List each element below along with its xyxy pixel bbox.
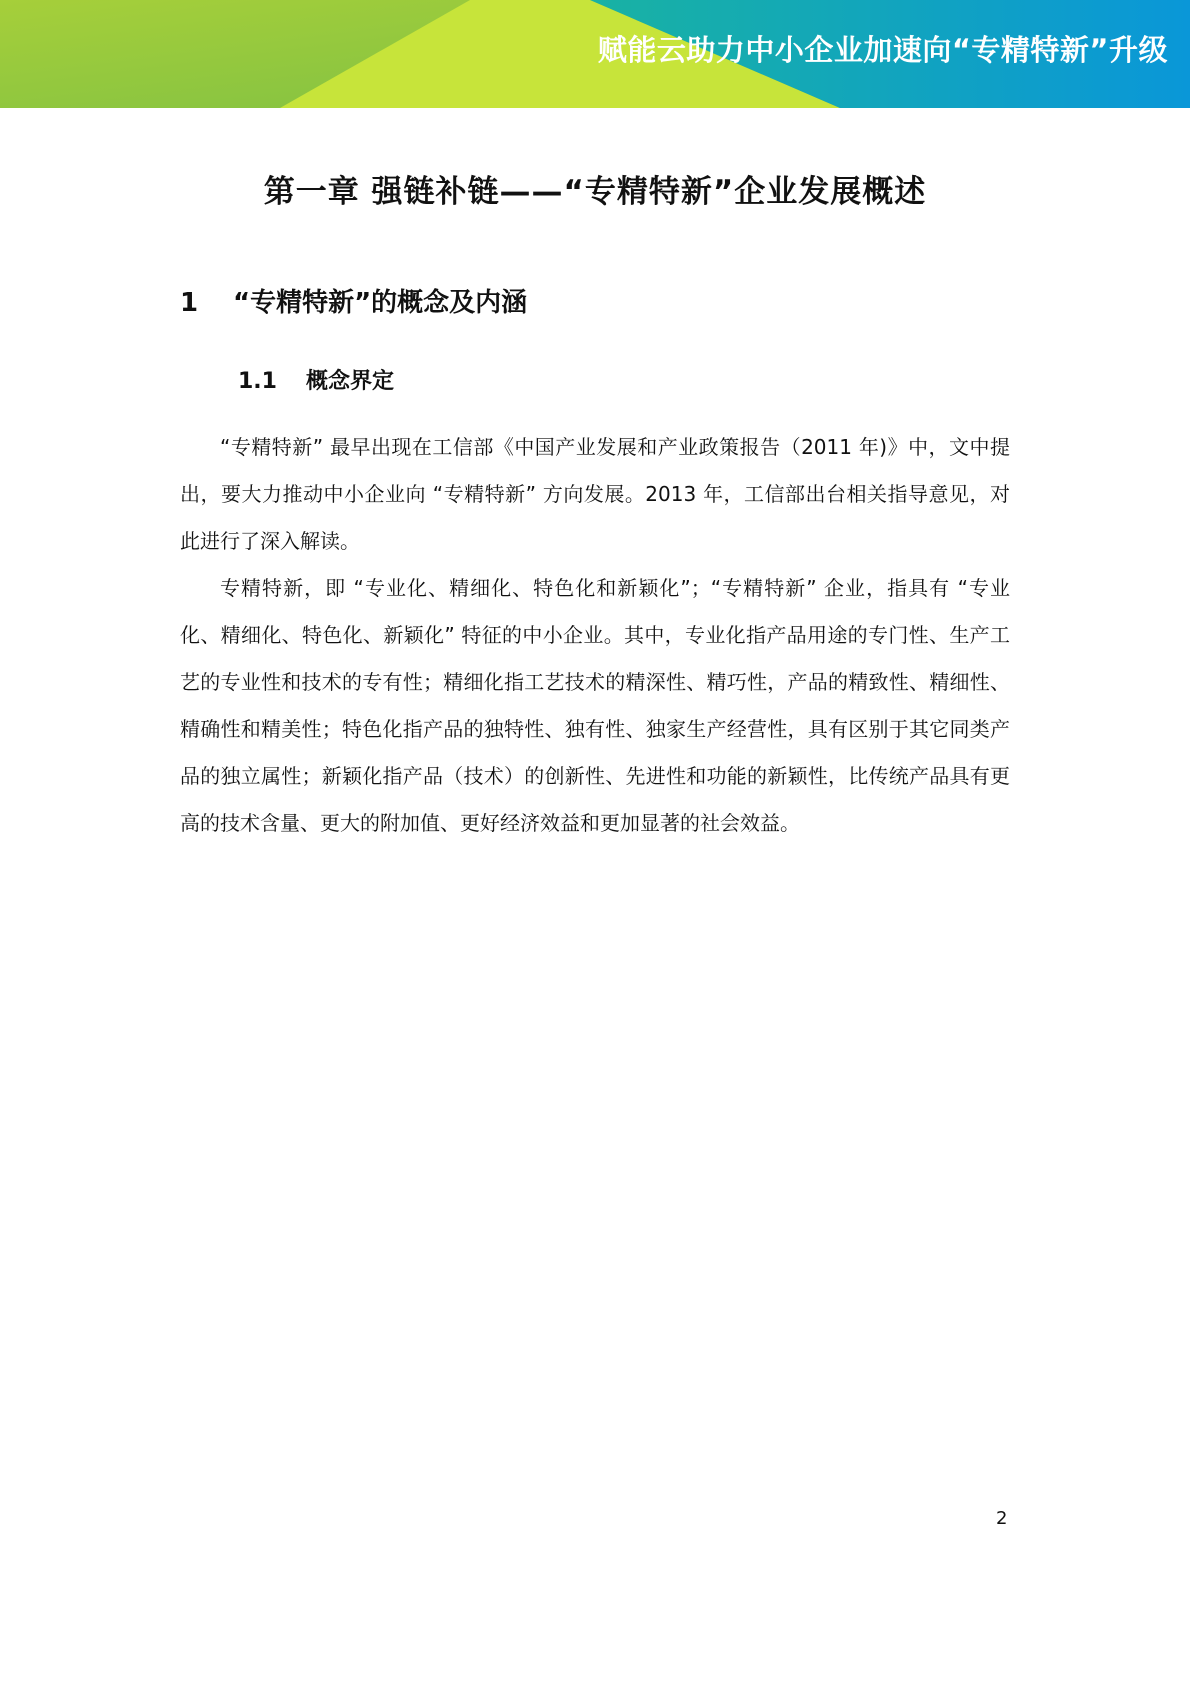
body-paragraph: “专精特新” 最早出现在工信部《中国产业发展和产业政策报告（2011 年)》中，文中提出，要大力推动中小企业向 “专精特新” 方向发展。2013 年，工信部出台相关指导意见，对此进行了深入解读。 (180, 435, 1010, 553)
body-paragraph: 专精特新，即 “专业化、精细化、特色化和新颖化”；“专精特新” 企业，指具有 “专业化、精细化、特色化、新颖化” 特征的中小企业。其中，专业化指产品用途的专门性、生产工艺的专业性和技术的专有性；精细化指工艺技术的精深性、精巧性，产品的精致性、精细性、精确性和精美性；特色化指产品的独特性、独有性、独家生产经营性，具有区别于其它同类产品的独立属性；新颖化指产品（技术）的创新性、先进性和功能的新颖性，比传统产品具有更高的技术含量、更大的附加值、更好经济效益和更加显著的社会效益。 (180, 576, 1010, 835)
subsection-heading (238, 364, 394, 395)
section-number: 1 (180, 288, 199, 318)
section-title: “专精特新”的概念及内涵 (233, 288, 528, 318)
subsection-title: 概念界定 (306, 369, 395, 394)
subsection-number: 1.1 (238, 369, 277, 394)
header-title: 赋能云助力中小企业加速向“专精特新”升级 (597, 33, 1168, 67)
section-heading (180, 282, 527, 319)
header-banner (0, 0, 1190, 108)
chapter-title: 第一章 强链补链——“专精特新”企业发展概述 (263, 174, 927, 210)
page-number: 2 (996, 1508, 1008, 1529)
